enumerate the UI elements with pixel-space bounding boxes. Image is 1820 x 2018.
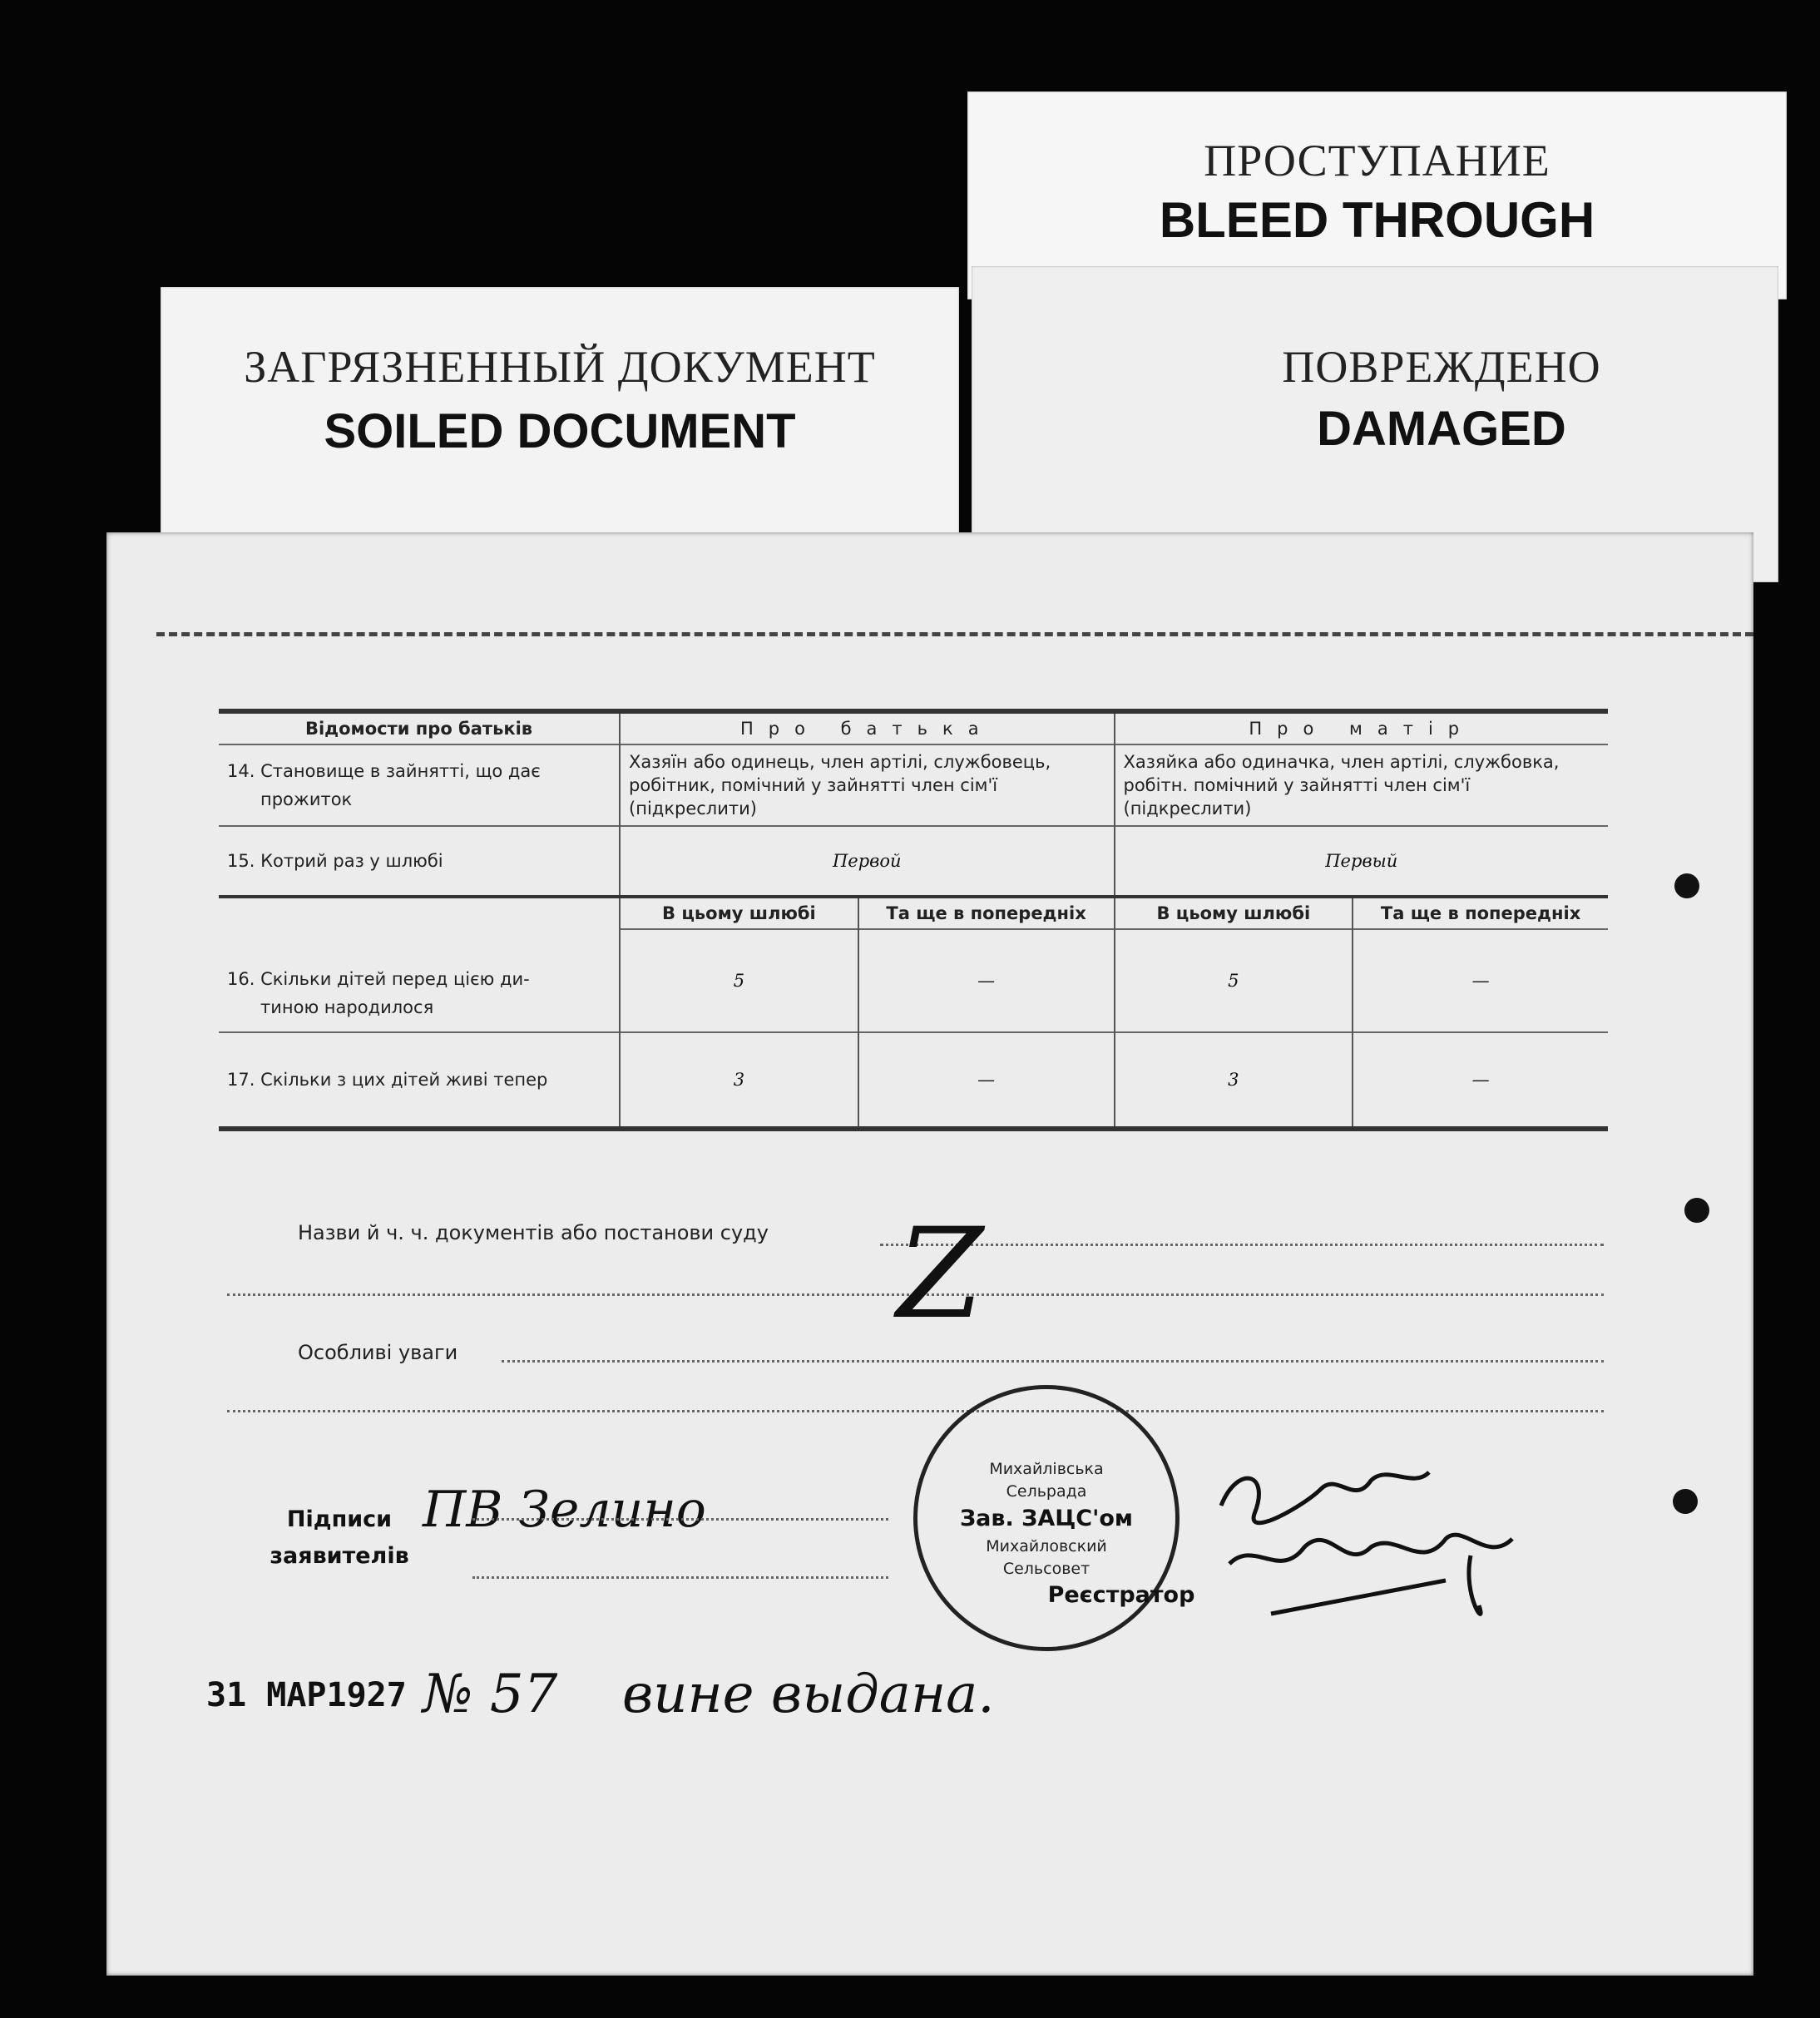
registration-number: № 57 [423, 1664, 558, 1725]
header-info: Відомости про батьків [219, 711, 620, 744]
row15-father-value: Первой [620, 826, 1114, 897]
remarks-line-2 [227, 1410, 1604, 1412]
row14-label-a: Становище в зайнятті, що дає [260, 761, 541, 781]
binder-hole [1674, 873, 1699, 898]
notice-soiled-ru: ЗАГРЯЗНЕННЫЙ ДОКУМЕНТ [244, 342, 876, 392]
official-round-stamp [913, 1385, 1195, 1651]
soiled-document-notice [161, 287, 959, 561]
stamp-registrar: Реєстратор [1047, 1582, 1195, 1608]
row17-father-prev: — [858, 1032, 1115, 1129]
row17-mother-this: 3 [1115, 1032, 1353, 1129]
binder-hole [1684, 1198, 1709, 1223]
document-page [106, 532, 1753, 1976]
binder-hole [1673, 1489, 1698, 1514]
row17-father-this: 3 [620, 1032, 858, 1129]
signatures-label-a: Підписи [286, 1506, 393, 1532]
header-father: Про батька [620, 711, 1114, 744]
official-signatures [1204, 1456, 1620, 1647]
registration-date-stamp: 31 МАР1927 [206, 1676, 407, 1714]
signatures-label-b: заявителів [270, 1543, 409, 1569]
stamp-line3: Михайловский [986, 1537, 1107, 1556]
header-mother: Про матір [1115, 711, 1609, 744]
notice-bleed-ru: ПРОСТУПАНИЕ [1204, 136, 1550, 185]
signatures-label [265, 1501, 414, 1575]
row16-label [219, 897, 620, 1032]
row16-mother-prev: — [1353, 929, 1608, 1032]
row17-label: 17. Скільки з цих дітей живі тепер [219, 1032, 620, 1129]
stamp-line1: Михайлівська [989, 1460, 1104, 1478]
sub-mother-prev: Та ще в попередніх [1353, 897, 1608, 929]
stamp-line2: Сельрада [1006, 1482, 1087, 1501]
documents-dash-mark: Z [897, 1202, 984, 1347]
parents-info-table [219, 709, 1608, 1131]
remarks-line [502, 1360, 1604, 1363]
stamp-line4: Сельсовет [1002, 1560, 1091, 1578]
row16-father-this: 5 [620, 929, 858, 1032]
row14-father: Хазяїн або одинець, член артілі, службовець, робітник, помічний у зайнятті член сім'ї (підкреслити) [620, 744, 1114, 826]
row16-label-b: тиною народилося [260, 997, 434, 1017]
row17-mother-prev: — [1353, 1032, 1608, 1129]
row16-label-a: 16. Скільки дітей перед цією ди- [227, 969, 530, 989]
stamp-zav: Зав. ЗАЦС'ом [960, 1506, 1133, 1531]
signature-line-2 [472, 1576, 888, 1579]
documents-line [880, 1244, 1604, 1246]
tear-line [156, 632, 1753, 636]
applicant-signature: ПВ Зелино [423, 1481, 706, 1539]
notice-damaged-en: DAMAGED [1317, 402, 1566, 456]
row14-label-b: прожиток [260, 789, 353, 809]
sub-father-this: В цьому шлюбі [620, 897, 858, 929]
registration-note: вине выдана. [622, 1664, 995, 1725]
sub-mother-this: В цьому шлюбі [1115, 897, 1353, 929]
row14-mother: Хазяйка або одиначка, член артілі, службовка, робітн. помічний у зайнятті член сім'ї (підкреслити) [1115, 744, 1609, 826]
row16-father-prev: — [858, 929, 1115, 1032]
row15-label: 15. Котрий раз у шлюбі [219, 826, 620, 897]
documents-label: Назви й ч. ч. документів або постанови суду [298, 1221, 769, 1244]
remarks-label: Особливі уваги [298, 1341, 458, 1364]
notice-soiled-en: SOILED DOCUMENT [324, 404, 796, 458]
notice-bleed-en: BLEED THROUGH [1159, 192, 1595, 248]
row14-num: 14. [227, 761, 255, 781]
sub-father-prev: Та ще в попередніх [858, 897, 1115, 929]
row16-mother-this: 5 [1115, 929, 1353, 1032]
signature-line-1 [472, 1518, 888, 1521]
row14-label [219, 744, 620, 826]
row15-mother-value: Первый [1115, 826, 1609, 897]
notice-damaged-ru: ПОВРЕЖДЕНО [1282, 342, 1601, 392]
